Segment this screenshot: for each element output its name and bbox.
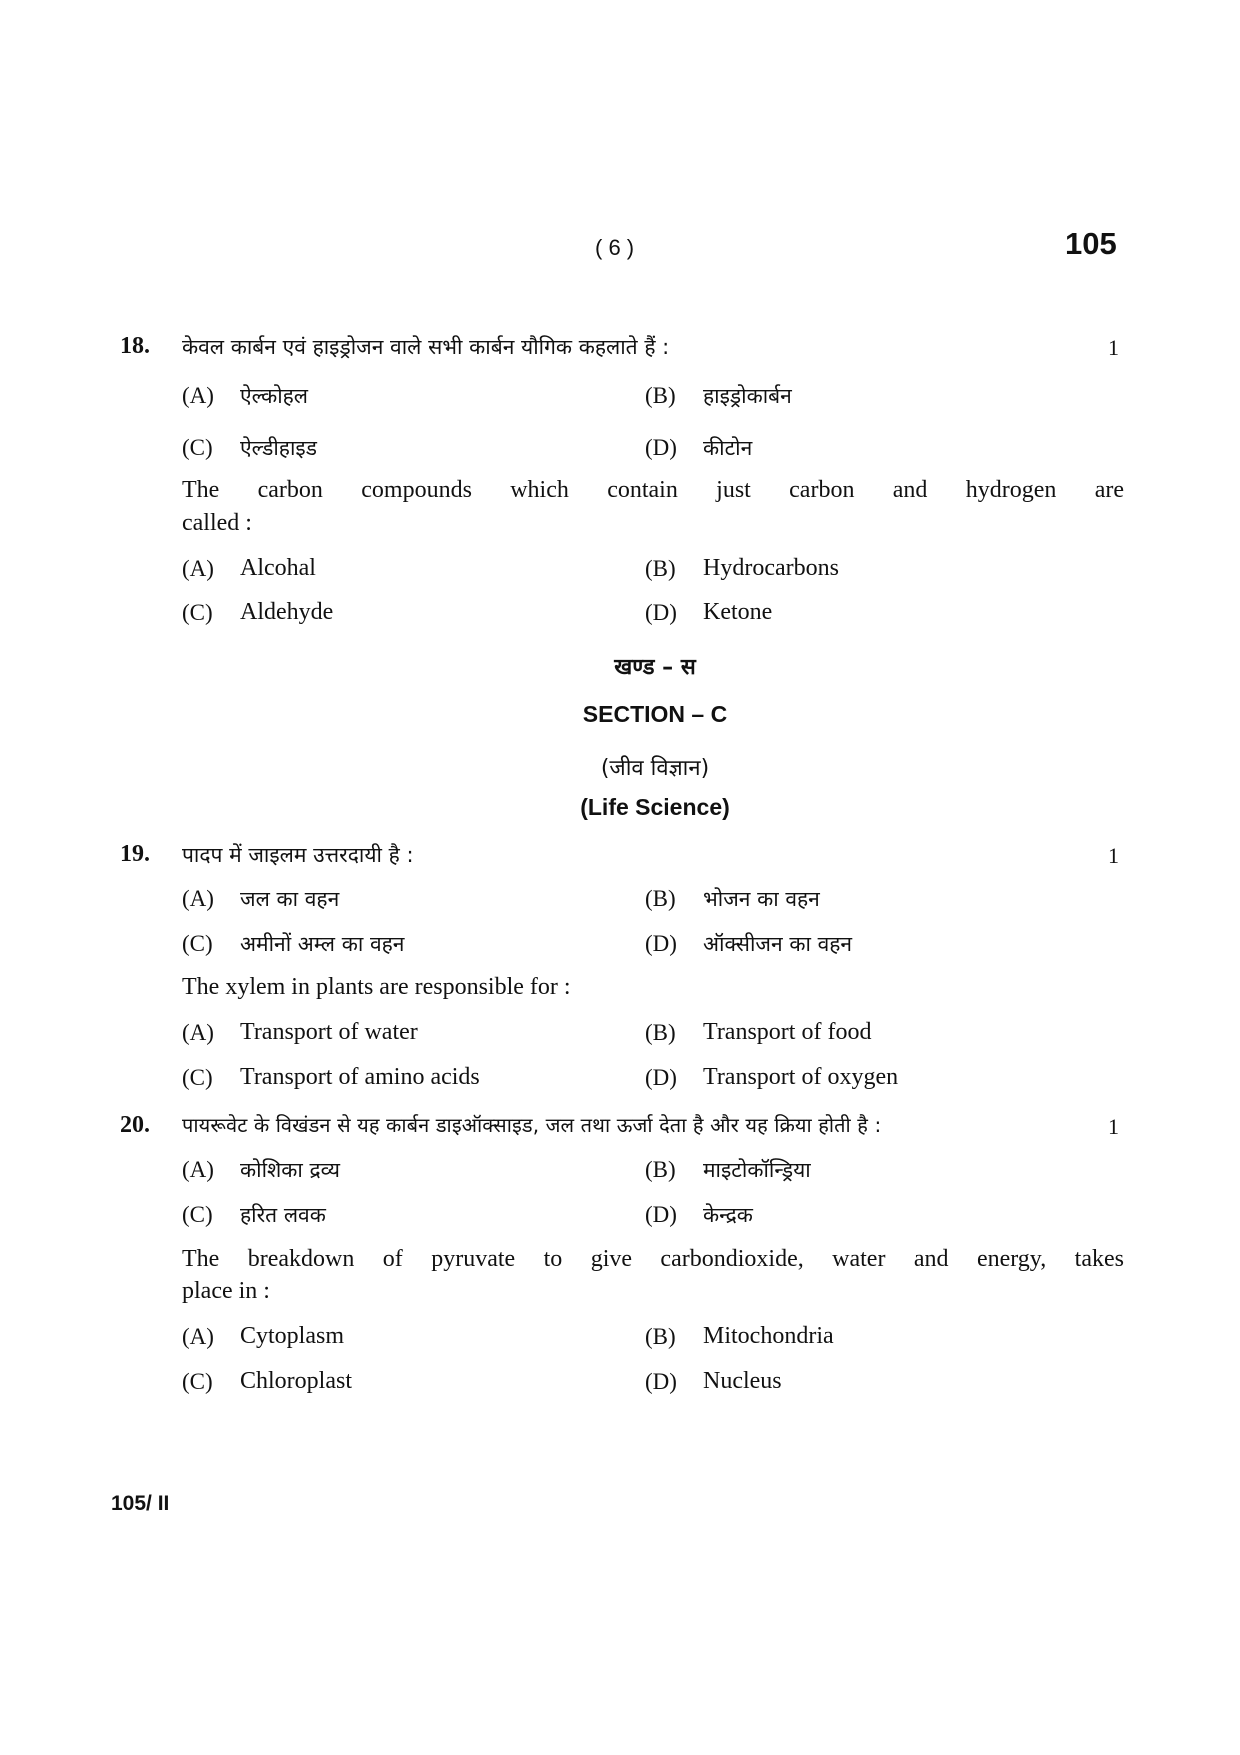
option-label: (C) — [182, 435, 213, 460]
option-text-hindi: भोजन का वहन — [703, 887, 820, 911]
option-text-english: Ketone — [703, 599, 773, 625]
paper-code: 105 — [1065, 226, 1117, 261]
option-text-hindi: अमीनों अम्ल का वहन — [240, 932, 405, 956]
option-label: (D) — [645, 1202, 677, 1227]
option-text-hindi: केन्द्रक — [703, 1203, 753, 1227]
option-text-english: Nucleus — [703, 1368, 782, 1394]
option-text-english: Alcohal — [240, 555, 316, 581]
option-label: (B) — [645, 1157, 676, 1182]
question-marks: 1 — [1108, 1114, 1119, 1139]
option-label: (C) — [182, 1065, 213, 1090]
option-text-english: Transport of food — [703, 1019, 872, 1045]
option-text-hindi: कोशिका द्रव्य — [240, 1158, 341, 1182]
option-label: (B) — [645, 383, 676, 408]
option-label: (B) — [645, 1020, 676, 1045]
option-label: (D) — [645, 931, 677, 956]
question-text-english-continued: place in : — [182, 1278, 270, 1304]
option-text-hindi: हरित लवक — [240, 1203, 326, 1227]
section-title-hindi: खण्ड – स — [614, 655, 696, 680]
question-text-hindi: पादप में जाइलम उत्तरदायी है : — [182, 843, 414, 867]
option-text-english: Hydrocarbons — [703, 555, 839, 581]
page-number: ( 6 ) — [595, 235, 635, 260]
option-text-english: Mitochondria — [703, 1323, 834, 1349]
option-label: (D) — [645, 1369, 677, 1394]
option-label: (A) — [182, 383, 214, 408]
question-number: 20. — [120, 1112, 150, 1138]
option-text-hindi: हाइड्रोकार्बन — [703, 384, 792, 408]
option-label: (C) — [182, 600, 213, 625]
question-number: 19. — [120, 841, 150, 867]
question-text-english: The carbon compounds which contain just carbon and hydrogen are — [182, 477, 1124, 503]
option-text-hindi: ऐल्डीहाइड — [240, 436, 317, 460]
option-label: (C) — [182, 931, 213, 956]
option-label: (D) — [645, 600, 677, 625]
question-text-english: The breakdown of pyruvate to give carbondioxide, water and energy, takes — [182, 1246, 1124, 1272]
option-label: (D) — [645, 1065, 677, 1090]
option-label: (A) — [182, 556, 214, 581]
option-label: (B) — [645, 556, 676, 581]
question-text-english: The xylem in plants are responsible for : — [182, 974, 571, 1000]
footer-code: 105/ II — [111, 1492, 170, 1515]
question-marks: 1 — [1108, 843, 1119, 868]
option-text-english: Chloroplast — [240, 1368, 352, 1394]
option-label: (A) — [182, 1020, 214, 1045]
question-text-hindi: केवल कार्बन एवं हाइड्रोजन वाले सभी कार्बन यौगिक कहलाते हैं : — [182, 335, 670, 359]
section-title-english: SECTION – C — [582, 701, 728, 727]
option-text-hindi: ऐल्कोहल — [240, 384, 309, 408]
option-label: (B) — [645, 1324, 676, 1349]
section-subject-english: (Life Science) — [580, 794, 730, 820]
option-label: (C) — [182, 1202, 213, 1227]
question-text-english-continued: called : — [182, 510, 252, 536]
option-label: (A) — [182, 1324, 214, 1349]
question-text-hindi: पायरूवेट के विखंडन से यह कार्बन डाइऑक्साइड, जल तथा ऊर्जा देता है और यह क्रिया होती है : — [182, 1113, 882, 1137]
option-label: (A) — [182, 886, 214, 911]
option-text-hindi: ऑक्सीजन का वहन — [703, 932, 853, 956]
option-text-english: Cytoplasm — [240, 1323, 345, 1349]
option-label: (D) — [645, 435, 677, 460]
option-text-english: Aldehyde — [240, 599, 334, 625]
option-label: (C) — [182, 1369, 213, 1394]
option-text-hindi: कीटोन — [703, 436, 753, 460]
option-label: (B) — [645, 886, 676, 911]
option-text-english: Transport of amino acids — [240, 1064, 480, 1090]
option-text-english: Transport of oxygen — [703, 1064, 899, 1090]
question-marks: 1 — [1108, 335, 1119, 360]
option-text-hindi: माइटोकॉन्ड्रिया — [703, 1158, 811, 1182]
option-text-english: Transport of water — [240, 1019, 418, 1045]
option-text-hindi: जल का वहन — [240, 887, 340, 911]
option-label: (A) — [182, 1157, 214, 1182]
question-number: 18. — [120, 333, 150, 359]
section-subject-hindi: (जीव विज्ञान) — [600, 756, 710, 781]
